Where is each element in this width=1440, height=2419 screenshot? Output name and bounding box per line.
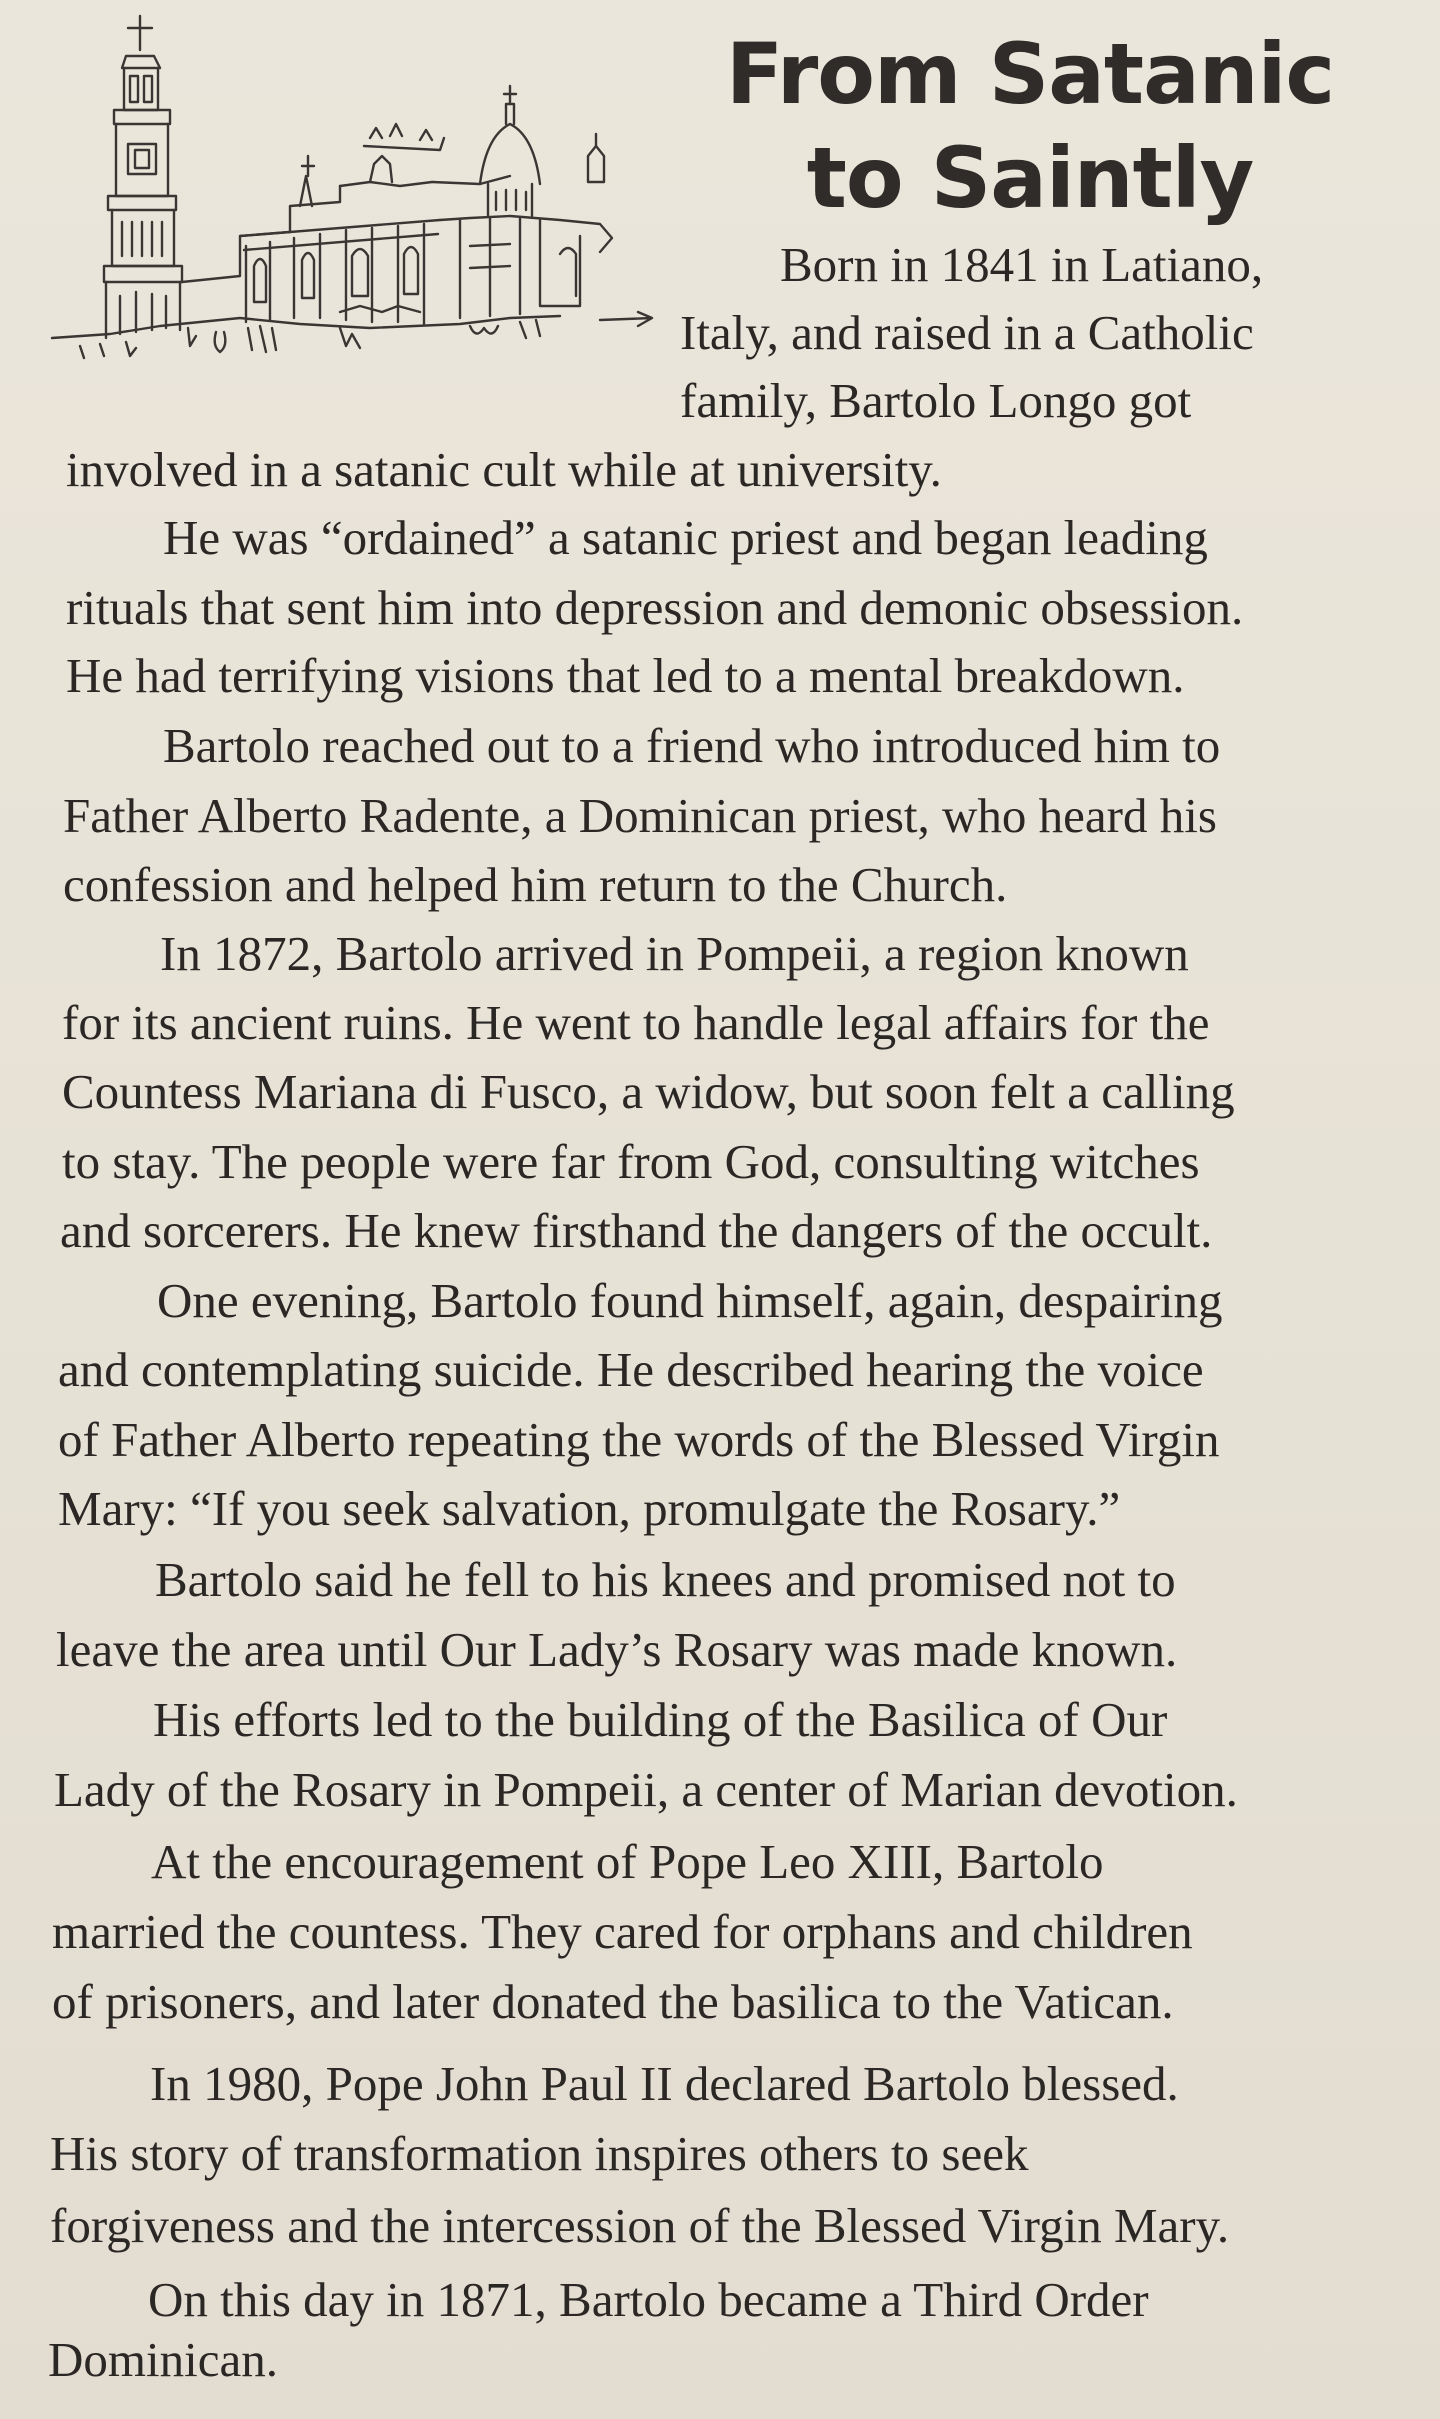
text-line: Countess Mariana di Fusco, a widow, but soon felt a calling — [62, 1064, 1235, 1119]
text-line: Bartolo said he fell to his knees and promised not to — [155, 1552, 1176, 1607]
text-line: One evening, Bartolo found himself, again, despairing — [157, 1273, 1223, 1328]
text-line: of prisoners, and later donated the basilica to the Vatican. — [52, 1974, 1174, 2029]
title-line-1: From Satanic — [725, 25, 1335, 123]
text-line: Dominican. — [48, 2332, 278, 2387]
text-line: Born in 1841 in Latiano, — [780, 237, 1264, 292]
text-line: forgiveness and the intercession of the Blessed Virgin Mary. — [50, 2198, 1230, 2253]
text-line: confession and helped him return to the Church. — [63, 857, 1008, 912]
text-line: He was “ordained” a satanic priest and began leading — [163, 510, 1208, 565]
text-line: of Father Alberto repeating the words of the Blessed Virgin — [58, 1412, 1220, 1467]
text-line: and sorcerers. He knew firsthand the dangers of the occult. — [60, 1203, 1213, 1258]
text-line: family, Bartolo Longo got — [680, 373, 1192, 428]
title-line-2: to Saintly — [806, 129, 1254, 227]
text-line: He had terrifying visions that led to a mental breakdown. — [66, 648, 1185, 703]
text-line: Lady of the Rosary in Pompeii, a center of Marian devotion. — [54, 1762, 1238, 1817]
text-line: and contemplating suicide. He described hearing the voice — [58, 1342, 1204, 1397]
page-title — [690, 22, 1370, 230]
text-line: for its ancient ruins. He went to handle legal affairs for the — [62, 995, 1210, 1050]
text-line: His efforts led to the building of the Basilica of Our — [153, 1692, 1168, 1747]
text-line: Bartolo reached out to a friend who introduced him to — [163, 718, 1221, 773]
text-line: married the countess. They cared for orphans and children — [52, 1904, 1193, 1959]
text-line: His story of transformation inspires others to seek — [50, 2126, 1029, 2181]
text-line: On this day in 1871, Bartolo became a Third Order — [148, 2272, 1149, 2327]
text-line: In 1980, Pope John Paul II declared Bartolo blessed. — [150, 2056, 1179, 2111]
text-line: leave the area until Our Lady’s Rosary was made known. — [56, 1622, 1178, 1677]
text-line: Italy, and raised in a Catholic — [680, 305, 1254, 360]
church-sketch-illustration — [40, 6, 680, 426]
text-line: rituals that sent him into depression and demonic obsession. — [66, 580, 1244, 635]
text-line: Mary: “If you seek salvation, promulgate the Rosary.” — [58, 1481, 1121, 1536]
text-line: In 1872, Bartolo arrived in Pompeii, a region known — [160, 926, 1189, 981]
text-line: involved in a satanic cult while at university. — [66, 442, 942, 497]
text-line: At the encouragement of Pope Leo XIII, Bartolo — [151, 1834, 1104, 1889]
text-line: to stay. The people were far from God, consulting witches — [62, 1134, 1200, 1189]
text-line: Father Alberto Radente, a Dominican priest, who heard his — [63, 788, 1217, 843]
